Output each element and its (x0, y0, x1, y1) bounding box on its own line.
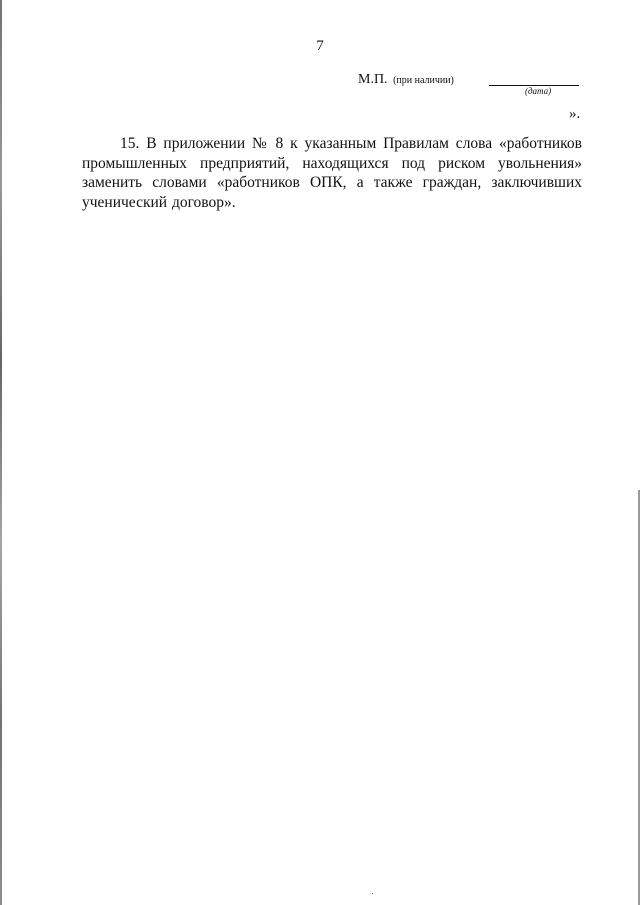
closing-quote: ». (569, 106, 581, 122)
scan-speck (372, 893, 373, 894)
scan-edge-left (0, 0, 2, 905)
paragraph-15: 15. В приложении № 8 к указанным Правилам слова «работников промышленных предприятий, находящихся под риском увольнения» заменить словами «работников ОПК, а также граждан, заключивших ученический договор». (82, 135, 582, 211)
page-number: 7 (316, 38, 324, 54)
stamp-note: (при наличии) (393, 75, 454, 86)
stamp-label: М.П. (358, 72, 388, 87)
stamp-line (358, 72, 454, 88)
date-caption: (дата) (525, 86, 552, 96)
